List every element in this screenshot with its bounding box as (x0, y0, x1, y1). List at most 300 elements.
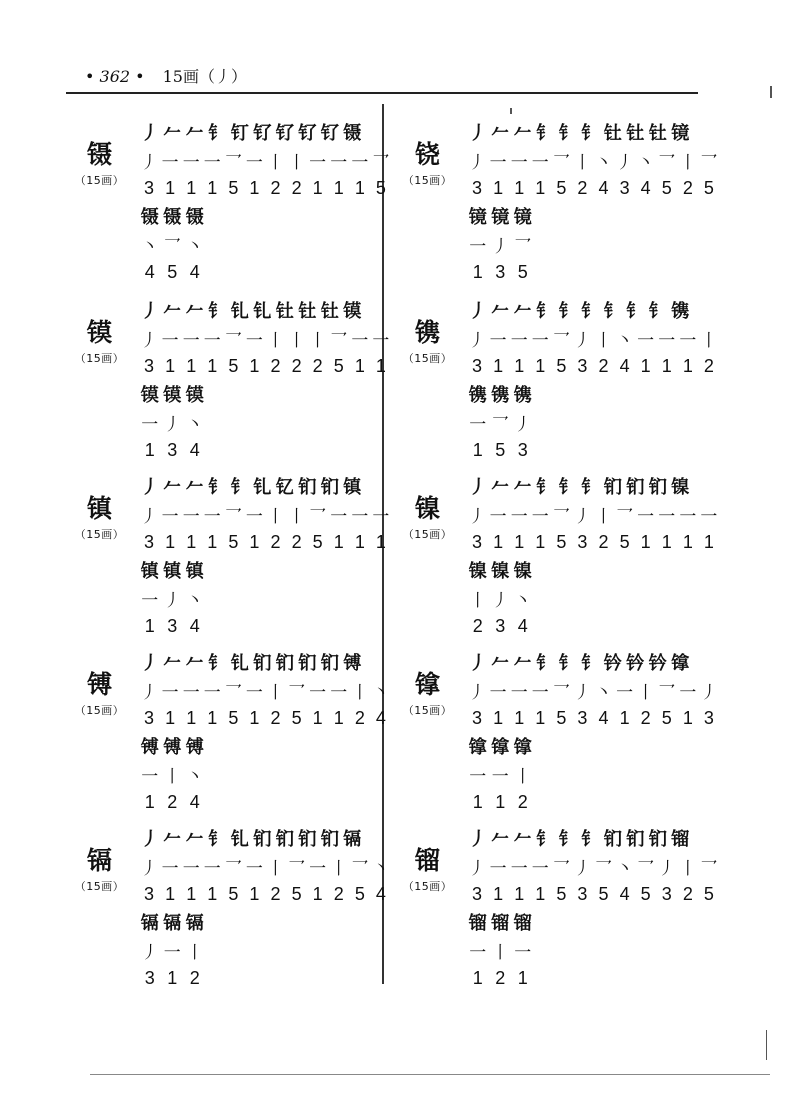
stroke-symbol: 丨 (288, 330, 306, 351)
stroke-code: 1 (514, 177, 525, 198)
stroke-symbol: 丿 (573, 858, 591, 879)
stroke-order-content (140, 472, 390, 640)
stroke-code: 1 (535, 355, 546, 376)
stroke-symbol: 一 (510, 330, 528, 351)
stage-glyph: 钅 (536, 829, 555, 850)
stroke-code: 4 (189, 791, 200, 812)
stage-glyph: 钅 (536, 123, 555, 144)
stroke-code-row (140, 352, 390, 380)
stage-glyph: 镈 (140, 737, 159, 758)
stroke-code: 2 (291, 355, 302, 376)
stroke-symbol: 一 (245, 682, 263, 703)
stroke-code: 3 (577, 707, 588, 728)
stroke-code: 2 (703, 355, 714, 376)
stroke-symbol: 一 (161, 858, 179, 879)
stroke-code: 1 (493, 883, 504, 904)
stage-glyph: 𠂉 (185, 829, 204, 850)
stroke-symbol: 一 (491, 766, 509, 787)
stroke-count-label: （15画） (74, 880, 125, 893)
stroke-code: 2 (312, 355, 323, 376)
stroke-code: 3 (472, 531, 483, 552)
stroke-symbol: 乛 (351, 858, 369, 879)
stroke-order-content (140, 296, 390, 464)
stroke-symbol: 一 (245, 330, 263, 351)
stroke-symbol: 丨 (514, 766, 532, 787)
stroke-code-row (140, 258, 390, 286)
stroke-code: 4 (375, 707, 386, 728)
stroke-code: 1 (703, 531, 714, 552)
stroke-code: 4 (640, 177, 651, 198)
stroke-code: 1 (333, 177, 344, 198)
stroke-symbol: 一 (510, 506, 528, 527)
stroke-symbol: 乛 (658, 152, 676, 173)
page-number: • 362 • (85, 67, 145, 86)
stroke-code: 1 (207, 707, 218, 728)
stroke-symbol: 丿 (573, 330, 591, 351)
stroke-symbol: 乛 (224, 682, 242, 703)
stroke-symbol: 一 (245, 506, 263, 527)
stroke-code: 1 (535, 177, 546, 198)
stroke-code-row (468, 258, 718, 286)
stroke-symbol: 一 (203, 858, 221, 879)
stroke-code: 4 (598, 177, 609, 198)
stroke-symbol-row (140, 324, 390, 352)
stage-glyph: 钅 (558, 477, 577, 498)
stroke-code: 3 (144, 531, 155, 552)
stroke-code: 1 (144, 439, 155, 460)
stage-glyph: 钔 (626, 829, 645, 850)
stroke-symbol: 丨 (595, 506, 612, 527)
scan-mark (766, 1030, 767, 1060)
stroke-count-label: （15画） (402, 880, 453, 893)
stroke-symbol: 丶 (637, 152, 655, 173)
stroke-symbol: 一 (161, 152, 179, 173)
stroke-symbol: 丨 (351, 682, 369, 703)
stroke-symbol: 丿 (141, 942, 159, 963)
stroke-symbol: 一 (531, 858, 549, 879)
stage-glyph: 钔 (253, 653, 272, 674)
stroke-symbol: 一 (182, 682, 200, 703)
stroke-symbol: 乛 (163, 236, 181, 257)
stroke-code: 2 (270, 177, 281, 198)
stage-glyph: 钅 (558, 829, 577, 850)
stroke-symbol: 乛 (595, 858, 612, 879)
stroke-code: 3 (144, 177, 155, 198)
stroke-symbol: 一 (510, 682, 528, 703)
stage-glyph: 钔 (275, 829, 294, 850)
stroke-symbol: 丨 (700, 330, 718, 351)
stage-glyph: 镆 (163, 385, 182, 406)
stroke-symbol: 乛 (552, 682, 570, 703)
stroke-code: 5 (228, 883, 239, 904)
stroke-symbol: 一 (203, 506, 221, 527)
stroke-symbol: 一 (489, 330, 507, 351)
character-entry (72, 296, 390, 466)
stroke-symbol: 乛 (309, 506, 327, 527)
stage-glyph-row (468, 824, 718, 852)
stage-glyph: 镈 (343, 653, 362, 674)
stroke-symbol: 乛 (224, 152, 242, 173)
stroke-code: 5 (703, 883, 714, 904)
headword-block (72, 494, 127, 542)
stroke-symbol: 一 (489, 506, 507, 527)
stroke-symbol-row (468, 760, 718, 788)
stroke-code: 5 (598, 883, 609, 904)
stage-glyph: 镍 (491, 561, 510, 582)
stroke-code: 1 (354, 531, 365, 552)
stage-glyph-row (140, 118, 390, 146)
stage-glyph-row (140, 472, 390, 500)
headword: 镏 (414, 846, 440, 875)
stroke-symbol: 一 (658, 506, 676, 527)
stroke-symbol: 丿 (468, 682, 486, 703)
stroke-symbol: 丶 (372, 682, 390, 703)
stroke-symbol: 乛 (288, 682, 306, 703)
stroke-code: 1 (333, 531, 344, 552)
stage-glyph: 钅 (558, 653, 577, 674)
stage-glyph: 镈 (163, 737, 182, 758)
stroke-symbol: 乛 (288, 858, 306, 879)
stroke-symbol: 丶 (595, 152, 612, 173)
stroke-symbol: 丿 (140, 152, 158, 173)
character-entry (400, 118, 718, 288)
stroke-code: 1 (472, 967, 483, 988)
stage-glyph: 镆 (185, 385, 204, 406)
stroke-code: 1 (493, 355, 504, 376)
stage-glyph: 钅 (208, 123, 227, 144)
stage-glyph: 𠂉 (163, 123, 182, 144)
stroke-symbol-row (140, 408, 390, 436)
stroke-order-content (468, 472, 718, 640)
stroke-code: 2 (189, 967, 200, 988)
stroke-symbol: 丿 (514, 414, 532, 435)
stroke-symbol: 丿 (658, 858, 676, 879)
stroke-order-content (140, 648, 390, 816)
headword-block (72, 846, 127, 894)
stage-glyph: 钔 (648, 829, 667, 850)
stage-glyph-row (140, 202, 390, 230)
stroke-order-content (140, 824, 390, 992)
stroke-symbol-row (468, 146, 718, 174)
stage-glyph: 钌 (275, 123, 294, 144)
stroke-symbol: 一 (182, 330, 200, 351)
stage-glyph: 丿 (468, 829, 487, 850)
stage-glyph: 钅 (536, 301, 555, 322)
stroke-symbol: 丿 (140, 330, 158, 351)
stroke-symbol-row (468, 852, 718, 880)
stroke-code: 1 (640, 355, 651, 376)
headword: 镎 (414, 670, 440, 699)
stroke-symbol: 一 (182, 506, 200, 527)
stroke-symbol-row (140, 852, 390, 880)
stroke-symbol: 丶 (616, 330, 634, 351)
stage-glyph: 钔 (298, 477, 317, 498)
stroke-code: 3 (472, 883, 483, 904)
stroke-symbol: 一 (161, 682, 179, 703)
stage-glyph: 镌 (671, 301, 690, 322)
stroke-order-content (468, 824, 718, 992)
stage-glyph: 镇 (140, 561, 159, 582)
stroke-count-label: （15画） (74, 352, 125, 365)
stroke-code: 5 (661, 707, 672, 728)
stroke-symbol: 丶 (186, 590, 204, 611)
stroke-symbol: 乛 (224, 506, 242, 527)
stroke-count-label: （15画） (74, 174, 125, 187)
stage-glyph: 镆 (343, 301, 362, 322)
stroke-symbol: 丨 (330, 858, 348, 879)
stroke-symbol: 丶 (186, 414, 204, 435)
stroke-symbol: 丨 (267, 506, 284, 527)
stroke-symbol: 丨 (288, 506, 306, 527)
stroke-code: 1 (514, 883, 525, 904)
stroke-code: 2 (598, 355, 609, 376)
stroke-code: 3 (472, 177, 483, 198)
stage-glyph: 𠂉 (185, 477, 204, 498)
headword-block (400, 318, 455, 366)
stage-glyph: 镏 (671, 829, 690, 850)
stroke-code: 3 (517, 439, 528, 460)
stage-glyph: 钔 (603, 829, 622, 850)
stroke-code: 3 (495, 261, 506, 282)
stroke-code: 2 (682, 883, 693, 904)
stroke-code: 2 (472, 615, 483, 636)
stage-glyph: 钍 (275, 301, 294, 322)
stroke-code: 1 (165, 531, 176, 552)
stage-glyph: 丿 (140, 653, 159, 674)
headword: 镊 (86, 140, 112, 169)
stage-glyph: 镌 (513, 385, 532, 406)
stroke-symbol-row (468, 408, 718, 436)
stroke-code: 5 (556, 177, 567, 198)
stroke-code: 3 (472, 707, 483, 728)
stroke-code: 1 (207, 177, 218, 198)
stage-glyph-row (468, 202, 718, 230)
stroke-code: 5 (640, 883, 651, 904)
stage-glyph-row (468, 296, 718, 324)
stroke-code-row (140, 704, 390, 732)
headword: 镈 (86, 670, 112, 699)
stroke-code: 3 (703, 707, 714, 728)
stroke-symbol: 乛 (491, 414, 509, 435)
stage-glyph: 钔 (320, 477, 339, 498)
stroke-symbol: 丶 (141, 236, 159, 257)
stroke-code: 5 (556, 531, 567, 552)
stage-glyph: 钍 (626, 123, 645, 144)
stage-glyph: 钌 (320, 123, 339, 144)
stroke-symbol-row (468, 230, 718, 258)
stroke-symbol: 一 (309, 682, 327, 703)
stroke-symbol: 一 (372, 330, 390, 351)
stroke-symbol: 丶 (514, 590, 532, 611)
stroke-code: 3 (167, 439, 178, 460)
stroke-code-row (468, 352, 718, 380)
stroke-symbol: 一 (531, 152, 549, 173)
stroke-code: 4 (144, 261, 155, 282)
stroke-code: 1 (472, 439, 483, 460)
stroke-symbol: 乛 (552, 152, 570, 173)
stroke-symbol: 一 (637, 330, 655, 351)
stroke-code: 1 (640, 531, 651, 552)
stroke-symbol: 一 (245, 858, 263, 879)
stroke-code: 1 (493, 531, 504, 552)
stroke-symbol: 一 (245, 152, 263, 173)
stroke-code: 4 (375, 883, 386, 904)
stroke-code: 1 (514, 531, 525, 552)
stage-glyph: 钔 (320, 829, 339, 850)
stroke-symbol: 一 (182, 152, 200, 173)
stage-glyph: 钔 (648, 477, 667, 498)
stroke-code: 3 (472, 355, 483, 376)
stroke-code: 1 (207, 355, 218, 376)
stroke-code: 2 (598, 531, 609, 552)
stroke-symbol: 一 (489, 682, 507, 703)
stroke-symbol: 一 (351, 152, 369, 173)
stroke-symbol: 一 (203, 152, 221, 173)
stroke-symbol: 乛 (372, 152, 390, 173)
stage-glyph: 镌 (491, 385, 510, 406)
stroke-code: 1 (535, 531, 546, 552)
stroke-symbol-row (468, 500, 718, 528)
stroke-code: 3 (144, 355, 155, 376)
stroke-symbol: 丿 (573, 506, 591, 527)
stroke-code: 1 (144, 791, 155, 812)
stroke-symbol: 一 (514, 942, 532, 963)
stroke-count-label: （15画） (402, 528, 453, 541)
stroke-count-label: （15画） (74, 528, 125, 541)
headword: 镇 (86, 494, 112, 523)
stroke-symbol: 一 (469, 766, 487, 787)
stroke-code: 1 (333, 707, 344, 728)
stroke-code: 2 (167, 791, 178, 812)
stage-glyph: 钅 (208, 301, 227, 322)
stage-glyph: 镉 (140, 913, 159, 934)
stroke-code: 1 (493, 707, 504, 728)
stage-glyph-row (140, 732, 390, 760)
stage-glyph: 镊 (140, 207, 159, 228)
character-entry (72, 472, 390, 642)
stroke-code-row (140, 528, 390, 556)
stroke-code: 1 (207, 531, 218, 552)
stroke-code-row (140, 880, 390, 908)
stage-glyph: 𠂉 (163, 829, 182, 850)
stroke-symbol: 一 (616, 682, 634, 703)
character-entry (400, 472, 718, 642)
stage-glyph: 𠂉 (491, 123, 510, 144)
stage-glyph: 𠂉 (491, 653, 510, 674)
stage-glyph: 镜 (513, 207, 532, 228)
stage-glyph: 镇 (185, 561, 204, 582)
stroke-code-row (468, 704, 718, 732)
page-header (85, 64, 247, 87)
stroke-symbol: 丿 (468, 858, 486, 879)
stage-glyph: 钅 (208, 477, 227, 498)
stage-glyph: 镊 (343, 123, 362, 144)
stroke-code-row (468, 174, 718, 202)
stroke-count-label: （15画） (402, 704, 453, 717)
stroke-symbol: 丿 (140, 682, 158, 703)
stroke-symbol: 丿 (573, 682, 591, 703)
stroke-code: 5 (517, 261, 528, 282)
stage-glyph: 钤 (648, 653, 667, 674)
stage-glyph: 𠂉 (491, 829, 510, 850)
stroke-code-row (140, 788, 390, 816)
stroke-code: 2 (577, 177, 588, 198)
stroke-symbol: 一 (309, 858, 327, 879)
headword: 镍 (414, 494, 440, 523)
stage-glyph: 镜 (671, 123, 690, 144)
stroke-symbol: 一 (182, 858, 200, 879)
stroke-symbol: 一 (469, 414, 487, 435)
stroke-code: 4 (598, 707, 609, 728)
stroke-code: 3 (167, 615, 178, 636)
stroke-symbol: 丿 (468, 152, 486, 173)
headword-block (400, 846, 455, 894)
stroke-code-row (468, 612, 718, 640)
stage-glyph: 𠂉 (185, 123, 204, 144)
stroke-code: 2 (291, 531, 302, 552)
stroke-symbol: 丿 (491, 236, 509, 257)
stage-glyph: 镍 (468, 561, 487, 582)
stroke-symbol: 一 (469, 942, 487, 963)
stroke-code: 1 (186, 177, 197, 198)
stage-glyph-row (468, 648, 718, 676)
stroke-symbol: 丨 (309, 330, 327, 351)
stage-glyph: 镎 (468, 737, 487, 758)
stroke-code: 1 (144, 615, 155, 636)
stage-glyph: 钉 (230, 123, 249, 144)
stroke-symbol-row (468, 936, 718, 964)
stroke-symbol: 丿 (140, 506, 158, 527)
stage-glyph-row (140, 648, 390, 676)
stage-glyph: 钅 (208, 653, 227, 674)
stroke-symbol: 丨 (679, 152, 697, 173)
stage-glyph: 钌 (298, 123, 317, 144)
stage-glyph: 钆 (230, 653, 249, 674)
stage-glyph: 镈 (185, 737, 204, 758)
stroke-symbol: 丨 (163, 766, 181, 787)
stage-glyph-row (468, 908, 718, 936)
stage-glyph: 镎 (671, 653, 690, 674)
stage-glyph: 钅 (208, 829, 227, 850)
stroke-symbol: 丨 (186, 942, 204, 963)
stroke-symbol: 丨 (573, 152, 591, 173)
stroke-symbol: 一 (351, 506, 369, 527)
stroke-symbol: 一 (531, 506, 549, 527)
stroke-code: 5 (312, 531, 323, 552)
stage-glyph: 𠂉 (491, 477, 510, 498)
stage-glyph: 𠂉 (163, 301, 182, 322)
stage-glyph: 丿 (468, 123, 487, 144)
stage-glyph: 钅 (536, 477, 555, 498)
stroke-symbol: 丨 (469, 590, 487, 611)
stage-glyph: 钅 (581, 123, 600, 144)
stage-glyph-row (140, 380, 390, 408)
stroke-symbol-row (140, 760, 390, 788)
stroke-code: 5 (375, 177, 386, 198)
headword: 镆 (86, 318, 112, 347)
stroke-code: 1 (186, 531, 197, 552)
stroke-code: 1 (514, 707, 525, 728)
stage-glyph: 镏 (513, 913, 532, 934)
stroke-code: 2 (270, 531, 281, 552)
stroke-symbol: 一 (330, 506, 348, 527)
stroke-symbol: 丨 (595, 330, 612, 351)
stroke-symbol: 丿 (163, 414, 181, 435)
stage-glyph-row (140, 824, 390, 852)
headword-block (72, 318, 127, 366)
stage-glyph: 丿 (140, 829, 159, 850)
stroke-symbol: 一 (309, 152, 327, 173)
